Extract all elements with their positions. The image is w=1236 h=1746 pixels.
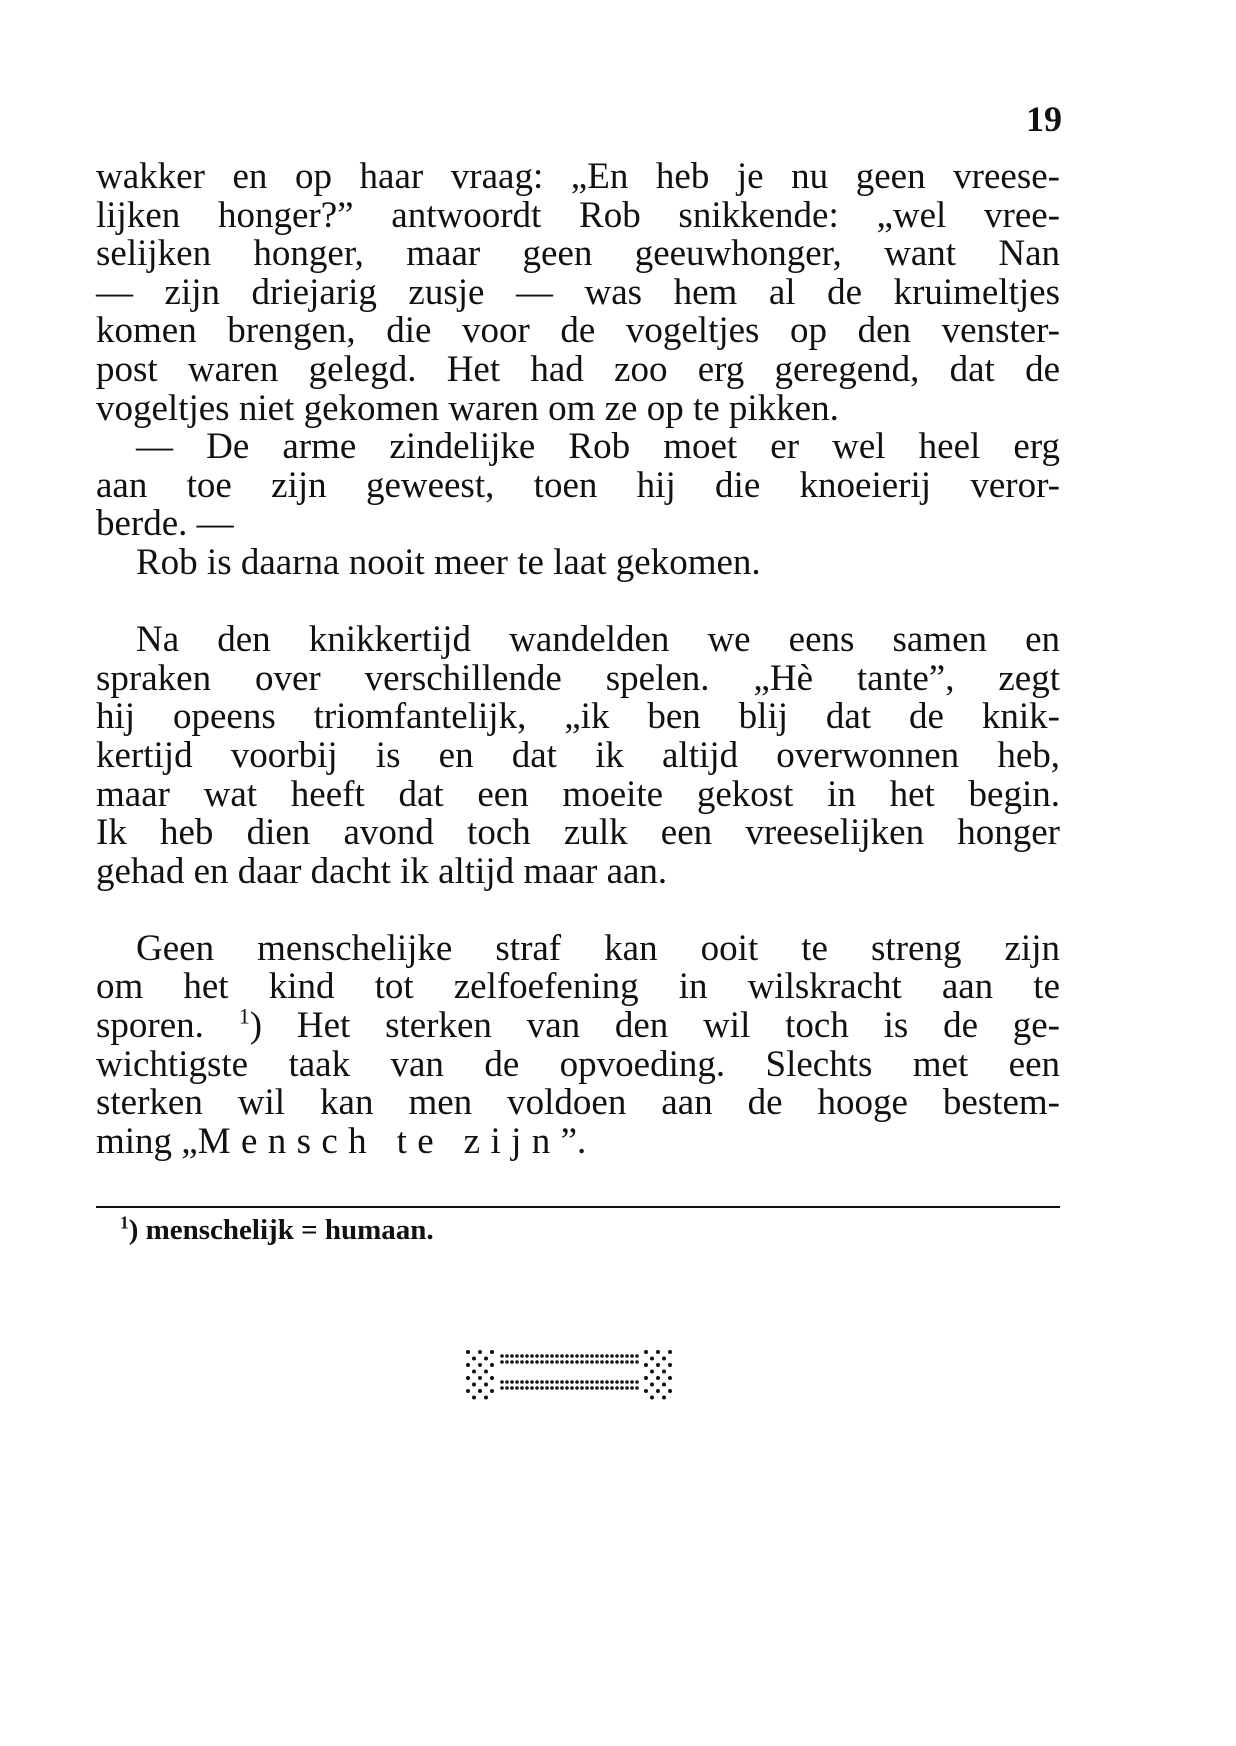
- ornament-dot: [520, 1360, 524, 1364]
- ornament-dot: [600, 1386, 604, 1390]
- ornament-dot: [625, 1380, 629, 1384]
- ornament-dot: [484, 1396, 488, 1400]
- ornament-dot: [630, 1380, 634, 1384]
- text-line: selijken honger, maar geen geeuwhonger, want Nan: [96, 233, 1060, 275]
- ornament-dot: [630, 1360, 634, 1364]
- ornament-dot: [535, 1380, 539, 1384]
- ornament-dot: [580, 1360, 584, 1364]
- text-line: lijken honger?” antwoordt Rob snikkende: „wel vree-: [96, 194, 1060, 236]
- ornament-dot: [510, 1386, 514, 1390]
- ornament-dot: [595, 1354, 599, 1358]
- ornament-dot: [560, 1380, 564, 1384]
- ornament-dot: [540, 1360, 544, 1364]
- ornament-dot: [515, 1360, 519, 1364]
- ornament-dot: [550, 1360, 554, 1364]
- ornament-dot: [565, 1354, 569, 1358]
- ornament-dot: [570, 1386, 574, 1390]
- ornament-dot: [570, 1354, 574, 1358]
- ornament-dot: [620, 1386, 624, 1390]
- ornament-dot: [625, 1354, 629, 1358]
- ornament-dot: [530, 1360, 534, 1364]
- ornament-dot: [540, 1386, 544, 1390]
- ornament-dot: [466, 1350, 470, 1354]
- text-line: komen brengen, die voor de vogeltjes op den venster-: [96, 310, 1060, 352]
- ornament-dot: [530, 1386, 534, 1390]
- ornament-dot: [500, 1386, 504, 1390]
- ornament-dot: [590, 1386, 594, 1390]
- ornament-dot: [625, 1386, 629, 1390]
- ornament-dot: [570, 1380, 574, 1384]
- ornament-dot: [550, 1386, 554, 1390]
- page-number: 19: [1026, 99, 1062, 139]
- ornament-dot: [472, 1370, 476, 1374]
- ornament-dot: [580, 1386, 584, 1390]
- ornament-dot: [605, 1360, 609, 1364]
- text-line: Geen menschelijke straf kan ooit te streng zijn: [136, 927, 1060, 969]
- ornament-dot: [630, 1386, 634, 1390]
- ornament-dot: [668, 1350, 672, 1354]
- footnote-text: ) menschelijk = humaan.: [128, 1214, 434, 1246]
- ornament-dot: [550, 1354, 554, 1358]
- ornament-dot: [525, 1386, 529, 1390]
- text-line: hij opeens triomfantelijk, „ik ben blij dat de knik-: [96, 696, 1060, 738]
- ornament-dot: [605, 1386, 609, 1390]
- ornament-dot: [644, 1376, 648, 1380]
- text-line: om het kind tot zelfoefening in wilskracht aan te: [96, 966, 1060, 1008]
- ornament-icon: [462, 1348, 678, 1404]
- ornament-dot: [478, 1376, 482, 1380]
- footnote-mark: 1: [120, 1212, 129, 1233]
- ornament-dot: [605, 1354, 609, 1358]
- ornament-dot: [510, 1354, 514, 1358]
- ornament-dot: [472, 1357, 476, 1361]
- ornament-dot: [625, 1360, 629, 1364]
- ornament-dot: [490, 1350, 494, 1354]
- footnote-divider: [96, 1206, 1060, 1208]
- ornament-dot: [585, 1360, 589, 1364]
- ornament-dot: [656, 1350, 660, 1354]
- text-line: Na den knikkertijd wandelden we eens samen en: [136, 619, 1060, 661]
- ornament-dot: [662, 1396, 666, 1400]
- ornament-dot: [635, 1360, 639, 1364]
- ornament-dot: [466, 1389, 470, 1393]
- text-line: Ik heb dien avond toch zulk een vreeselijken honger: [96, 812, 1060, 854]
- text-line: — De arme zindelijke Rob moet er wel heel erg: [136, 426, 1060, 468]
- ornament-dot: [515, 1380, 519, 1384]
- ornament-dot: [610, 1380, 614, 1384]
- ornament-dot: [530, 1380, 534, 1384]
- ornament-dot: [540, 1354, 544, 1358]
- ornament-dot: [540, 1380, 544, 1384]
- ornament-dot: [466, 1376, 470, 1380]
- ornament-dot: [595, 1360, 599, 1364]
- ornament-dot: [472, 1383, 476, 1387]
- ornament-dot: [505, 1354, 509, 1358]
- ornament-dot: [484, 1383, 488, 1387]
- ornament-dot: [650, 1370, 654, 1374]
- ornament-dot: [575, 1380, 579, 1384]
- text-fragment: ) Het sterken van den wil toch is de ge-: [249, 1005, 1061, 1047]
- ornament-dot: [656, 1363, 660, 1367]
- ornament-dot: [610, 1386, 614, 1390]
- ornament-dot: [644, 1363, 648, 1367]
- ornament-dot: [620, 1360, 624, 1364]
- text-line: kertijd voorbij is en dat ik altijd overwonnen heb,: [96, 734, 1060, 776]
- paragraph-gap: [96, 891, 1060, 930]
- ornament-dot: [656, 1376, 660, 1380]
- ornament-dot: [560, 1386, 564, 1390]
- ornament-dot: [484, 1357, 488, 1361]
- text-line: spraken over verschillende spelen. „Hè tante”, zegt: [96, 657, 1060, 699]
- ornament-dot: [575, 1354, 579, 1358]
- ornament-dot: [550, 1380, 554, 1384]
- ornament-dot: [490, 1376, 494, 1380]
- ornament-dot: [520, 1380, 524, 1384]
- text-fragment: ”.: [560, 1120, 587, 1162]
- ornament-dot: [510, 1360, 514, 1364]
- ornament-dot: [615, 1380, 619, 1384]
- ornament-dot: [500, 1354, 504, 1358]
- ornament-dot: [515, 1354, 519, 1358]
- ornament-dot: [585, 1354, 589, 1358]
- ornament-dot: [575, 1360, 579, 1364]
- ornament-dot: [620, 1354, 624, 1358]
- ornament-dot: [610, 1354, 614, 1358]
- ornament-dot: [535, 1386, 539, 1390]
- ornament-dot: [530, 1354, 534, 1358]
- ornament-dot: [590, 1354, 594, 1358]
- ornament-dot: [478, 1389, 482, 1393]
- ornament-dot: [520, 1386, 524, 1390]
- ornament-dot: [560, 1360, 564, 1364]
- ornament-dot: [484, 1370, 488, 1374]
- ornament-dot: [595, 1380, 599, 1384]
- ornament-dot: [668, 1363, 672, 1367]
- ornament-dot: [668, 1376, 672, 1380]
- ornament-dot: [644, 1350, 648, 1354]
- paragraph-gap: [96, 583, 1060, 622]
- ornament-dot: [525, 1360, 529, 1364]
- text-line: [96, 1003, 1061, 1047]
- text-line: vogeltjes niet gekomen waren om ze op te pikken.: [96, 387, 839, 429]
- ornament-dot: [650, 1396, 654, 1400]
- ornament-dot: [535, 1354, 539, 1358]
- ornament-dot: [644, 1389, 648, 1393]
- ornament-dot: [505, 1360, 509, 1364]
- ornament-dot: [580, 1380, 584, 1384]
- ornament-dot: [545, 1386, 549, 1390]
- ornament-dot: [585, 1380, 589, 1384]
- ornament-dot: [555, 1386, 559, 1390]
- text-line: — zijn driejarig zusje — was hem al de kruimeltjes: [96, 271, 1060, 313]
- ornament-dot: [580, 1354, 584, 1358]
- ornament-dot: [505, 1380, 509, 1384]
- body-text: [96, 158, 1060, 1161]
- ornament-dot: [650, 1383, 654, 1387]
- ornament-dot: [478, 1350, 482, 1354]
- ornament-dot: [520, 1354, 524, 1358]
- ornament-dot: [565, 1386, 569, 1390]
- ornament-dot: [555, 1354, 559, 1358]
- ornament-dot: [515, 1386, 519, 1390]
- ornament-dot: [662, 1357, 666, 1361]
- ornament-dot: [555, 1380, 559, 1384]
- text-line: Rob is daarna nooit meer te laat gekomen.: [136, 541, 761, 583]
- ornament-dot: [635, 1380, 639, 1384]
- ornament-dot: [600, 1354, 604, 1358]
- ornament-dot: [510, 1380, 514, 1384]
- ornament-dot: [490, 1389, 494, 1393]
- ornament-dot: [500, 1380, 504, 1384]
- ornament-dot: [555, 1360, 559, 1364]
- text-line: wichtigste taak van de opvoeding. Slechts met een: [96, 1043, 1060, 1085]
- ornament-dot: [466, 1363, 470, 1367]
- ornament-dot: [590, 1360, 594, 1364]
- ornament-dot: [600, 1360, 604, 1364]
- ornament-dot: [535, 1360, 539, 1364]
- text-line: sterken wil kan men voldoen aan de hooge bestem-: [96, 1082, 1060, 1124]
- ornament-dot: [635, 1386, 639, 1390]
- text-line: berde. —: [96, 503, 234, 545]
- text-line: post waren gelegd. Het had zoo erg geregend, dat de: [96, 348, 1060, 390]
- text-line: aan toe zijn geweest, toen hij die knoeierij veror-: [96, 464, 1060, 506]
- ornament-dot: [668, 1389, 672, 1393]
- ornament-dot: [575, 1386, 579, 1390]
- text-fragment: ming „: [96, 1120, 198, 1162]
- ornament-dot: [615, 1354, 619, 1358]
- ornament-dot: [610, 1360, 614, 1364]
- ornament-dot: [478, 1363, 482, 1367]
- ornament-dot: [570, 1360, 574, 1364]
- text-line: wakker en op haar vraag: „En heb je nu geen vreese-: [96, 156, 1060, 197]
- ornament-dot: [565, 1380, 569, 1384]
- ornament-dot: [565, 1360, 569, 1364]
- ornament-dot: [635, 1354, 639, 1358]
- ornament-dot: [525, 1380, 529, 1384]
- ornament-dot: [620, 1380, 624, 1384]
- ornament-dot: [490, 1363, 494, 1367]
- ornament-dot: [662, 1370, 666, 1374]
- ornament-dot: [505, 1386, 509, 1390]
- ornament-dot: [560, 1354, 564, 1358]
- text-fragment: sporen.: [96, 1005, 204, 1047]
- ornament-dot: [656, 1389, 660, 1393]
- ornament-dot: [590, 1380, 594, 1384]
- ornament-dot: [585, 1386, 589, 1390]
- ornament-dot: [615, 1360, 619, 1364]
- ornament-dot: [472, 1396, 476, 1400]
- text-line: gehad en daar dacht ik altijd maar aan.: [96, 850, 668, 892]
- text-line: [96, 1120, 1060, 1162]
- ornament-dot: [600, 1380, 604, 1384]
- footnote: [120, 1214, 434, 1247]
- ornament-dot: [545, 1360, 549, 1364]
- ornament-dot: [595, 1386, 599, 1390]
- ornament-dot: [605, 1380, 609, 1384]
- ornament-dot: [615, 1386, 619, 1390]
- footnote-reference: 1: [238, 1003, 250, 1029]
- ornament-dot: [630, 1354, 634, 1358]
- ornament-dot: [500, 1360, 504, 1364]
- ornament-dot: [545, 1380, 549, 1384]
- ornament-dot: [650, 1357, 654, 1361]
- ornament-dot: [662, 1383, 666, 1387]
- ornament-dot: [545, 1354, 549, 1358]
- text-line: maar wat heeft dat een moeite gekost in het begin.: [96, 773, 1060, 815]
- ornament-dot: [525, 1354, 529, 1358]
- spaced-emphasis: Mensch te zijn: [197, 1120, 561, 1162]
